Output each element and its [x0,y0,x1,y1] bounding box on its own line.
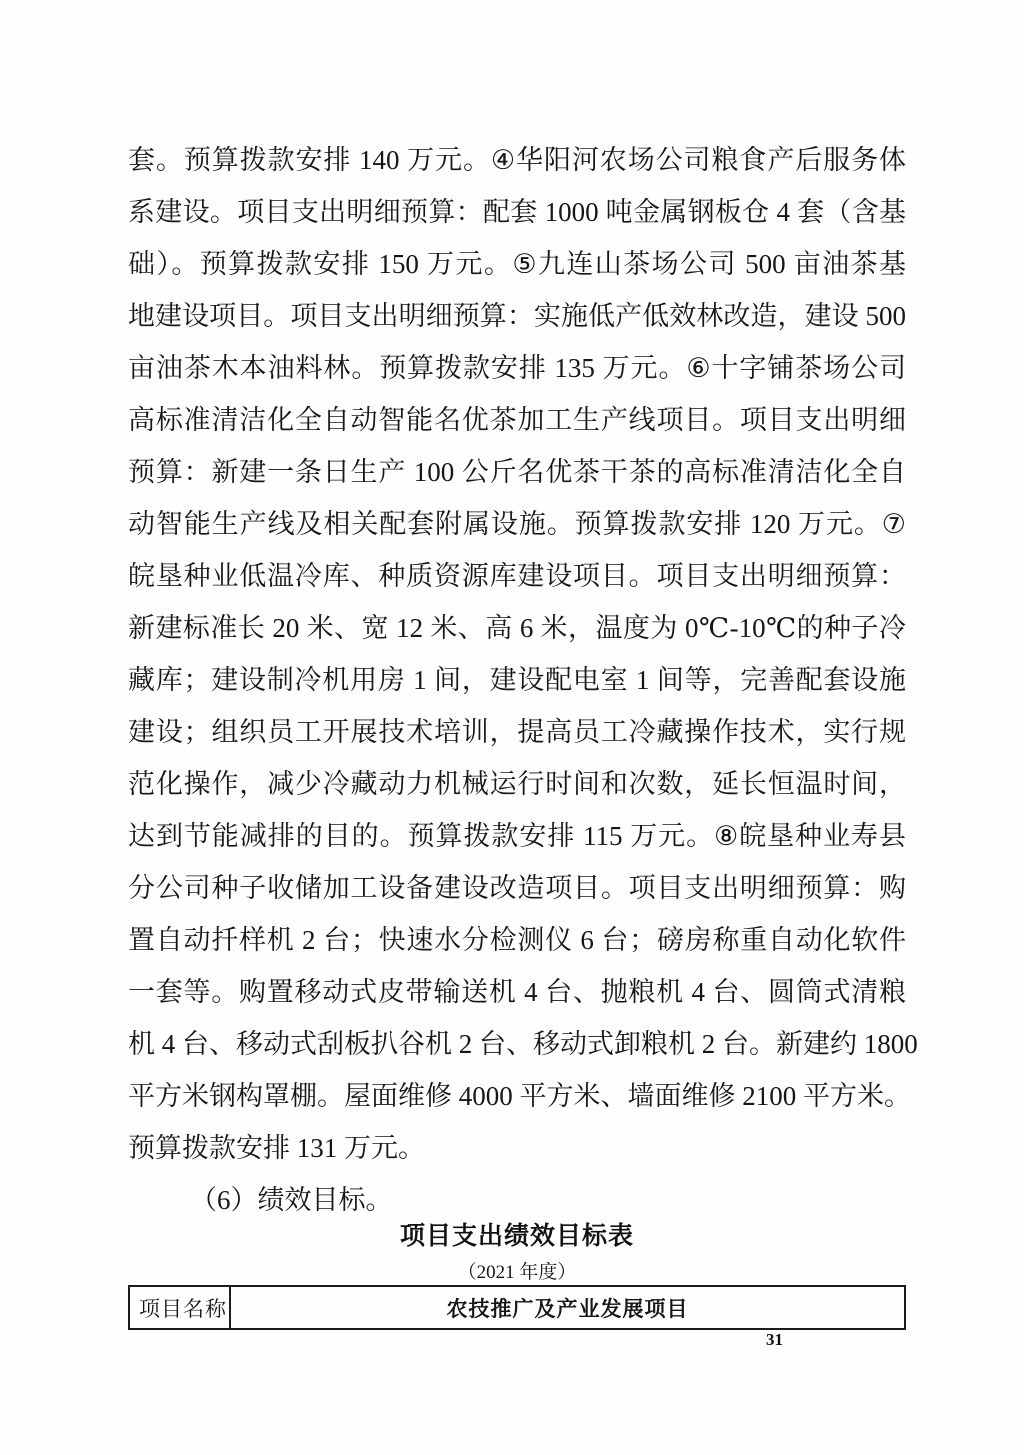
body-text-line: 置自动扦样机 2 台；快速水分检测仪 6 台；磅房称重自动化软件 [128,925,906,955]
body-text-line: 地建设项目。项目支出明细预算：实施低产低效林改造，建设 500 [128,301,906,331]
body-text-line-paragraph-6: （6）绩效目标。 [190,1185,393,1215]
body-text-line: 高标准清洁化全自动智能名优茶加工生产线项目。项目支出明细 [128,405,906,435]
body-text-line: 系建设。项目支出明细预算：配套 1000 吨金属钢板仓 4 套（含基 [128,197,906,227]
body-text-line: 套。预算拨款安排 140 万元。④华阳河农场公司粮食产后服务体 [128,145,906,175]
table-header-cell-project-name: 项目名称 [129,1286,230,1329]
body-text-line: 预算：新建一条日生产 100 公斤名优茶干茶的高标准清洁化全自 [128,457,906,487]
performance-table-title: 项目支出绩效目标表 [399,1223,634,1250]
body-text [128,134,918,1226]
body-text-line: 建设；组织员工开展技术培训，提高员工冷藏操作技术，实行规 [128,717,906,747]
table-row-project-name [129,1286,905,1329]
body-text-line: 动智能生产线及相关配套附属设施。预算拨款安排 120 万元。⑦ [128,509,906,539]
body-text-line: 平方米钢构罩棚。屋面维修 4000 平方米、墙面维修 2100 平方米。 [128,1081,911,1111]
body-text-line: 范化操作，减少冷藏动力机械运行时间和次数，延长恒温时间， [128,769,906,799]
body-text-line: 藏库；建设制冷机用房 1 间，建设配电室 1 间等，完善配套设施 [128,665,906,695]
body-text-line: 达到节能减排的目的。预算拨款安排 115 万元。⑧皖垦种业寿县 [128,821,906,851]
body-text-line: 分公司种子收储加工设备建设改造项目。项目支出明细预算：购 [128,873,906,903]
body-text-line: 一套等。购置移动式皮带输送机 4 台、抛粮机 4 台、圆筒式清粮 [128,977,906,1007]
body-text-line: 预算拨款安排 131 万元。 [128,1133,425,1163]
body-text-line: 皖垦种业低温冷库、种质资源库建设项目。项目支出明细预算： [128,561,906,591]
body-text-line: 础）。预算拨款安排 150 万元。⑤九连山茶场公司 500 亩油茶基 [128,249,906,279]
body-text-line: 亩油茶木本油料林。预算拨款安排 135 万元。⑥十字铺茶场公司 [128,353,906,383]
performance-target-table [128,1285,906,1330]
page-number: 31 [766,1330,783,1349]
body-text-line: 机 4 台、移动式刮板扒谷机 2 台、移动式卸粮机 2 台。新建约 1800 [128,1029,918,1059]
performance-table-subtitle: （2021 年度） [457,1262,577,1283]
body-text-line: 新建标准长 20 米、宽 12 米、高 6 米，温度为 0℃-10℃的种子冷 [128,613,906,643]
table-cell-project-name-value: 农技推广及产业发展项目 [230,1286,905,1329]
